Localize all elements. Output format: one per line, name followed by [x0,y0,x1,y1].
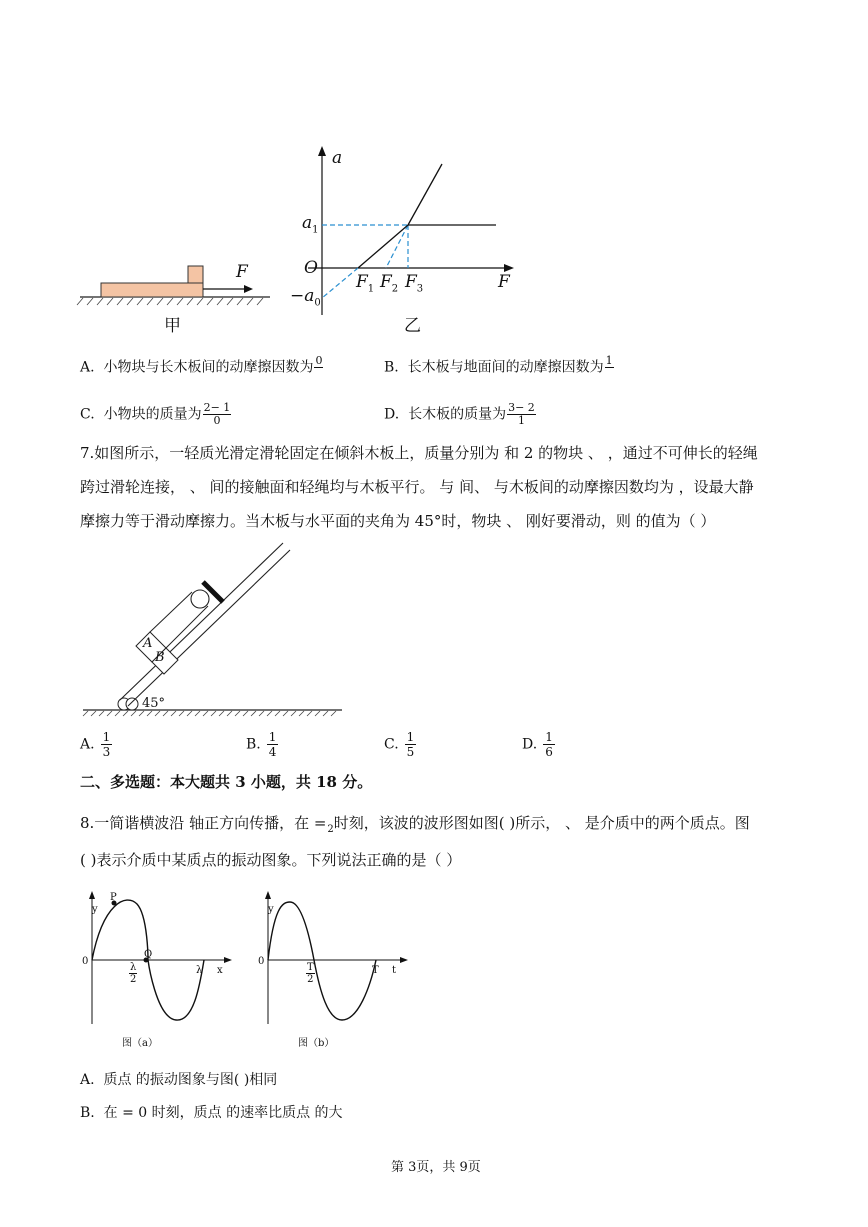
point-q-label: Q [144,949,153,960]
q8-graph-b [252,888,412,1033]
graph-b-caption: 图（b） [298,1038,335,1049]
q8-option-a[interactable]: A. 质点 的振动图象与图( )相同 [80,1072,278,1088]
q7-option-c[interactable]: C. $\frac{1}{5}$ [384,730,415,759]
q7-line-2: 跨过滑轮连接， 、 间的接触面和轻绳均与木板平行。 与 间、 与木板间的动摩擦因数均为 ，设最大静 [80,478,754,496]
graph-b-origin: 0 [258,956,265,967]
point-p-label: P [110,892,117,903]
page-footer: 第 3页，共 9页 [391,1160,481,1175]
graph-b-period: T [372,965,379,976]
yi-f1-label: $F_1$ [356,272,375,295]
q7-option-b[interactable]: B. $\frac{1}{4}$ [246,730,277,759]
angle-label: 45° [142,696,166,711]
q8-line-2: ( )表示介质中某质点的振动图象。下列说法正确的是（ ） [80,851,462,869]
graph-b-half-period: $\frac{T}{2}$ [307,962,314,985]
yi-a1-label: $a_1$ [302,213,319,236]
caption-yi: 乙 [404,316,421,336]
q7-line-3: 摩擦力等于滑动摩擦力。当木板与水平面的夹角为 45°时，物块 、 刚好要滑动，则 的值为（ ） [80,512,716,530]
graph-b-t-label: t [392,965,397,976]
yi-x-axis-label: F [498,272,510,292]
graph-a-origin: 0 [82,956,89,967]
long-board [101,283,203,297]
block-a-label: A [143,636,153,651]
small-block [188,266,203,283]
q7-line-1: 7.如图所示，一轻质光滑定滑轮固定在倾斜木板上，质量分别为 和 2 的物块 、 ，通过不可伸长的轻绳 [80,444,758,462]
q8-line-1: 8.一简谐横波沿 轴正方向传播，在 = 2 时刻，该波的波形图如图( )所示， 、 是介质中的两个质点。图 [80,814,750,835]
graph-a-x-label: x [217,965,223,976]
graph-a-wavelength: λ [196,965,203,976]
q7-option-d[interactable]: D. $\frac{1}{6}$ [522,730,553,759]
graph-b-y-label: y [268,904,274,915]
yi-f3-label: $F_3$ [405,272,424,295]
yi-f2-label: $F_2$ [380,272,399,295]
figure-q7-incline [80,540,350,720]
graph-a-y-label: y [92,904,98,915]
q6-option-b[interactable]: B. 长木板与地面间的动摩擦因数为 1 [384,354,613,376]
yi-neg-a0-label: $-a_0$ [290,286,321,309]
q6-option-a[interactable]: A. 小物块与长木板间的动摩擦因数为 0 [80,354,323,376]
section-multi-choice-heading: 二、多选题：本大题共 3 小题，共 18 分。 [80,773,373,791]
force-label: F [236,262,248,282]
q6-option-d[interactable]: D. 长木板的质量为 $\frac{3- 2}{1}$ [384,401,535,427]
graph-a-half-wavelength: $\frac{\lambda}{2}$ [129,962,137,985]
q8-option-b[interactable]: B. 在 = 0 时刻，质点 的速率比质点 的大 [80,1105,343,1121]
q6-option-c[interactable]: C. 小物块的质量为 $\frac{2- 1}{0}$ [80,401,231,427]
caption-jia: 甲 [164,316,181,336]
q7-option-a[interactable]: A. $\frac{1}{3}$ [80,730,111,759]
block-b-label: B [155,650,165,665]
q8-graph-a [76,888,236,1033]
yi-origin-label: O [304,258,318,278]
graph-a-caption: 图（a） [122,1038,158,1049]
yi-y-axis-label: a [332,148,343,168]
